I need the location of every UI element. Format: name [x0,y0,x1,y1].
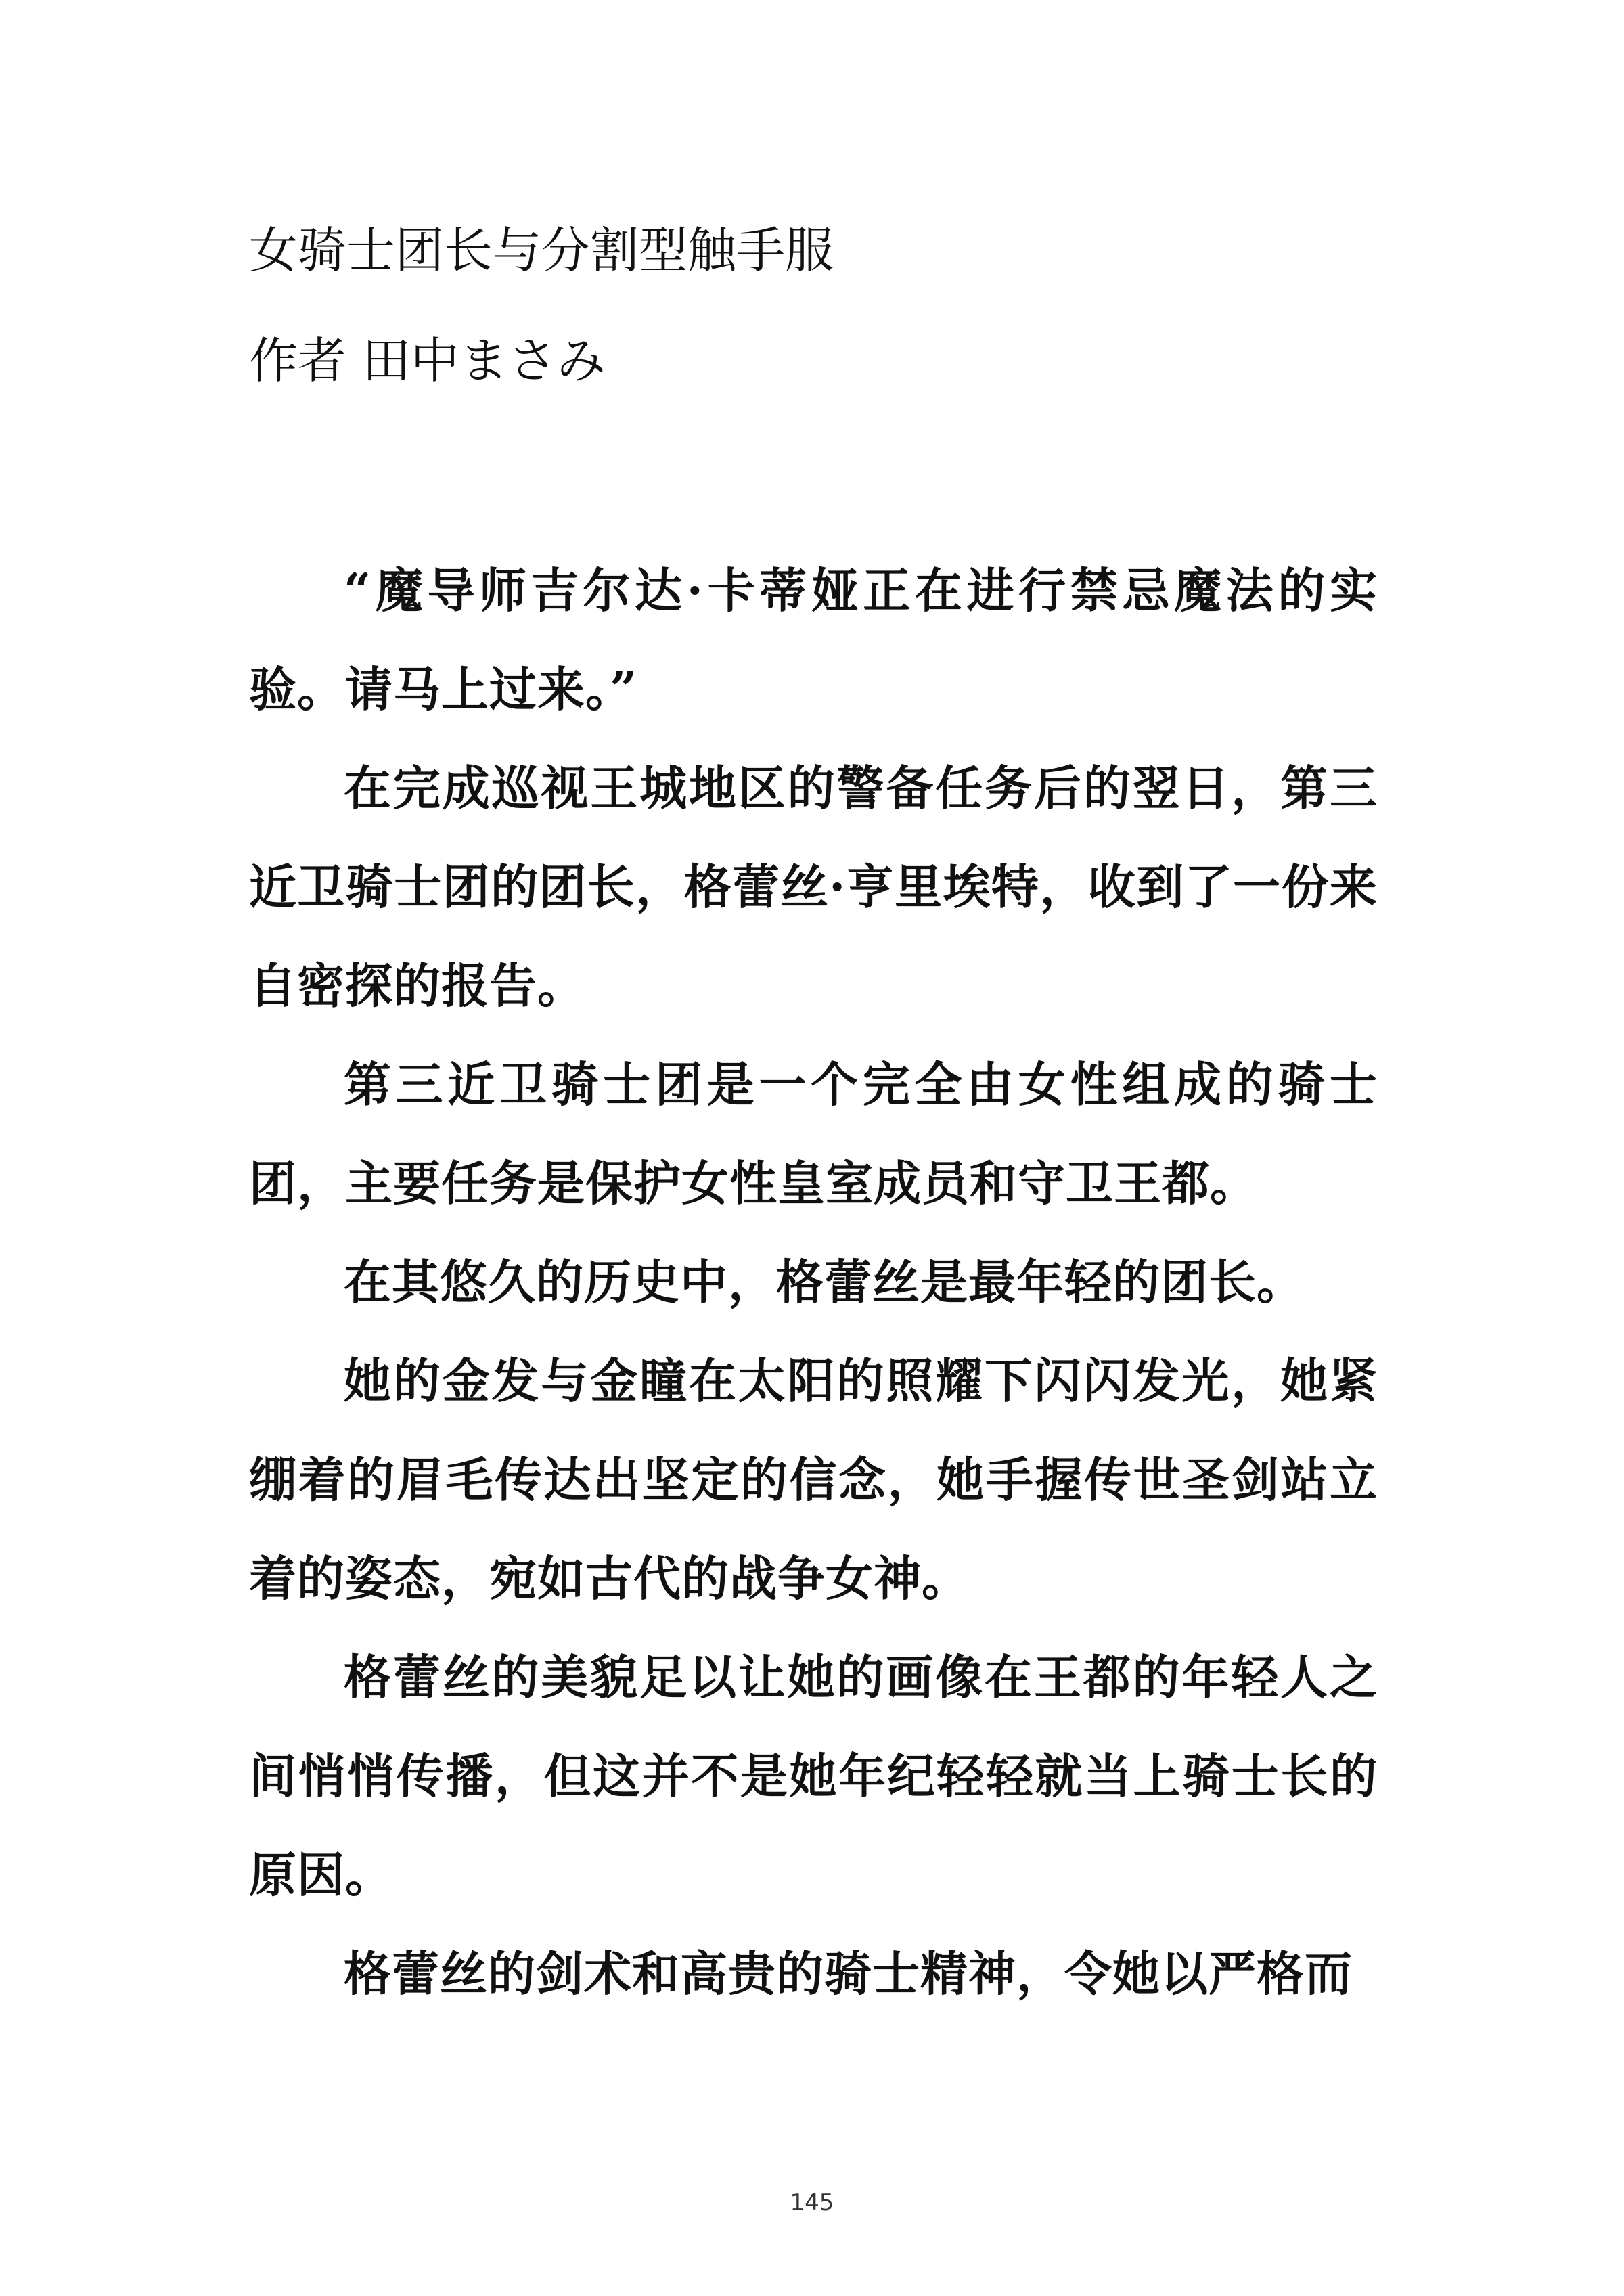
paragraph: 第三近卫骑士团是一个完全由女性组成的骑士团，主要任务是保护女性皇室成员和守卫王都。 [249,1056,1378,1211]
page-number: 145 [790,2189,834,2216]
paragraph: 格蕾丝的美貌足以让她的画像在王都的年轻人之间悄悄传播，但这并不是她年纪轻轻就当上骑士长的原因。 [249,1649,1378,1903]
author-line: 作者 田中まさみ [249,332,606,389]
story-body [249,541,1378,2023]
paragraph: 她的金发与金瞳在太阳的照耀下闪闪发光，她紧绷着的眉毛传达出坚定的信念，她手握传世圣剑站立着的姿态，宛如古代的战争女神。 [249,1353,1378,1606]
paragraph: 格蕾丝的剑术和高贵的骑士精神，令她以严格而 [344,1945,1353,2002]
paragraph: “魔导师吉尔达·卡蒂娅正在进行禁忌魔法的实验。请马上过来。” [249,562,1378,717]
paragraph: 在完成巡视王城地区的警备任务后的翌日，第三近卫骑士团的团长，格蕾丝·亨里埃特，收到了一份来自密探的报告。 [249,760,1378,1014]
story-title: 女骑士团长与分割型触手服 [249,222,834,279]
paragraph: 在其悠久的历史中，格蕾丝是最年轻的团长。 [344,1254,1305,1310]
